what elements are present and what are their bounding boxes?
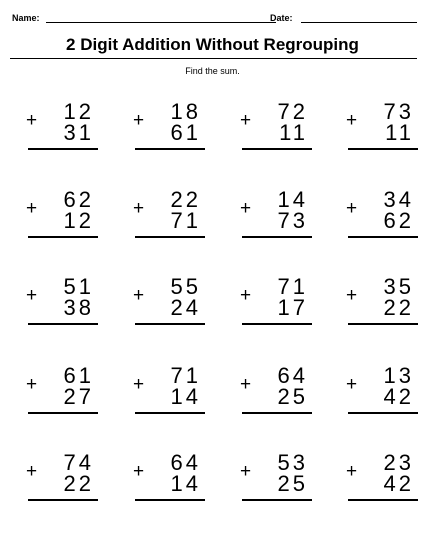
plus-sign: + (240, 198, 252, 219)
top-addend: 12 (63, 99, 94, 124)
answer-line[interactable] (348, 236, 418, 238)
answer-line[interactable] (242, 323, 312, 325)
answer-line[interactable] (28, 148, 98, 150)
plus-sign: + (26, 374, 38, 395)
plus-sign: + (133, 461, 145, 482)
bottom-addend: 25 (277, 384, 308, 409)
plus-sign: + (26, 110, 38, 131)
worksheet-header (12, 10, 417, 26)
addition-problem (346, 452, 418, 512)
addition-problem (26, 365, 98, 425)
bottom-addend: 25 (277, 471, 308, 496)
addition-problem (240, 365, 312, 425)
top-addend: 61 (63, 363, 94, 388)
answer-line[interactable] (28, 499, 98, 501)
plus-sign: + (346, 374, 358, 395)
addition-problem (346, 276, 418, 336)
bottom-addend: 17 (277, 295, 308, 320)
name-label: Name: (12, 13, 40, 23)
addition-problem (240, 189, 312, 249)
bottom-addend: 31 (63, 120, 94, 145)
addition-problem (133, 365, 205, 425)
addition-problem (133, 452, 205, 512)
top-addend: 72 (277, 99, 308, 124)
plus-sign: + (346, 285, 358, 306)
answer-line[interactable] (348, 148, 418, 150)
bottom-addend: 42 (383, 384, 414, 409)
plus-sign: + (26, 285, 38, 306)
top-addend: 64 (170, 450, 201, 475)
answer-line[interactable] (135, 148, 205, 150)
top-addend: 71 (170, 363, 201, 388)
answer-line[interactable] (28, 323, 98, 325)
answer-line[interactable] (242, 412, 312, 414)
top-addend: 64 (277, 363, 308, 388)
answer-line[interactable] (242, 499, 312, 501)
top-addend: 23 (383, 450, 414, 475)
plus-sign: + (240, 285, 252, 306)
top-addend: 13 (383, 363, 414, 388)
top-addend: 74 (63, 450, 94, 475)
bottom-addend: 14 (170, 471, 201, 496)
bottom-addend: 42 (383, 471, 414, 496)
addition-problem (26, 189, 98, 249)
plus-sign: + (26, 461, 38, 482)
top-addend: 55 (170, 274, 201, 299)
title-divider (10, 58, 417, 59)
addition-problem (26, 452, 98, 512)
addition-problem (133, 189, 205, 249)
bottom-addend: 61 (170, 120, 201, 145)
top-addend: 62 (63, 187, 94, 212)
plus-sign: + (240, 374, 252, 395)
top-addend: 14 (277, 187, 308, 212)
top-addend: 51 (63, 274, 94, 299)
plus-sign: + (346, 461, 358, 482)
top-addend: 35 (383, 274, 414, 299)
bottom-addend: 24 (170, 295, 201, 320)
addition-problem (240, 276, 312, 336)
top-addend: 34 (383, 187, 414, 212)
answer-line[interactable] (348, 323, 418, 325)
top-addend: 53 (277, 450, 308, 475)
addition-problem (346, 189, 418, 249)
plus-sign: + (133, 374, 145, 395)
bottom-addend: 27 (63, 384, 94, 409)
answer-line[interactable] (242, 148, 312, 150)
bottom-addend: 62 (383, 208, 414, 233)
bottom-addend: 71 (170, 208, 201, 233)
answer-line[interactable] (28, 412, 98, 414)
worksheet-title: 2 Digit Addition Without Regrouping (66, 35, 359, 54)
answer-line[interactable] (135, 323, 205, 325)
instructions: Find the sum. (185, 66, 240, 76)
plus-sign: + (133, 285, 145, 306)
answer-line[interactable] (135, 236, 205, 238)
plus-sign: + (240, 110, 252, 131)
addition-problem (26, 276, 98, 336)
answer-line[interactable] (135, 499, 205, 501)
answer-line[interactable] (242, 236, 312, 238)
answer-line[interactable] (348, 412, 418, 414)
answer-line[interactable] (348, 499, 418, 501)
bottom-addend: 12 (63, 208, 94, 233)
addition-problem (240, 452, 312, 512)
top-addend: 22 (170, 187, 201, 212)
top-addend: 71 (277, 274, 308, 299)
date-field-line[interactable] (301, 22, 417, 23)
bottom-addend: 14 (170, 384, 201, 409)
bottom-addend: 38 (63, 295, 94, 320)
plus-sign: + (346, 198, 358, 219)
plus-sign: + (133, 198, 145, 219)
bottom-addend: 22 (63, 471, 94, 496)
addition-problem (240, 101, 312, 161)
answer-line[interactable] (135, 412, 205, 414)
plus-sign: + (133, 110, 145, 131)
bottom-addend: 11 (385, 120, 414, 145)
plus-sign: + (346, 110, 358, 131)
addition-problem (346, 365, 418, 425)
bottom-addend: 11 (279, 120, 308, 145)
answer-line[interactable] (28, 236, 98, 238)
top-addend: 18 (170, 99, 201, 124)
addition-problem (346, 101, 418, 161)
addition-problem (133, 101, 205, 161)
plus-sign: + (26, 198, 38, 219)
bottom-addend: 22 (383, 295, 414, 320)
date-label: Date: (270, 13, 293, 23)
plus-sign: + (240, 461, 252, 482)
addition-problem (133, 276, 205, 336)
name-field-line[interactable] (46, 22, 276, 23)
bottom-addend: 73 (277, 208, 308, 233)
addition-problem (26, 101, 98, 161)
top-addend: 73 (383, 99, 414, 124)
